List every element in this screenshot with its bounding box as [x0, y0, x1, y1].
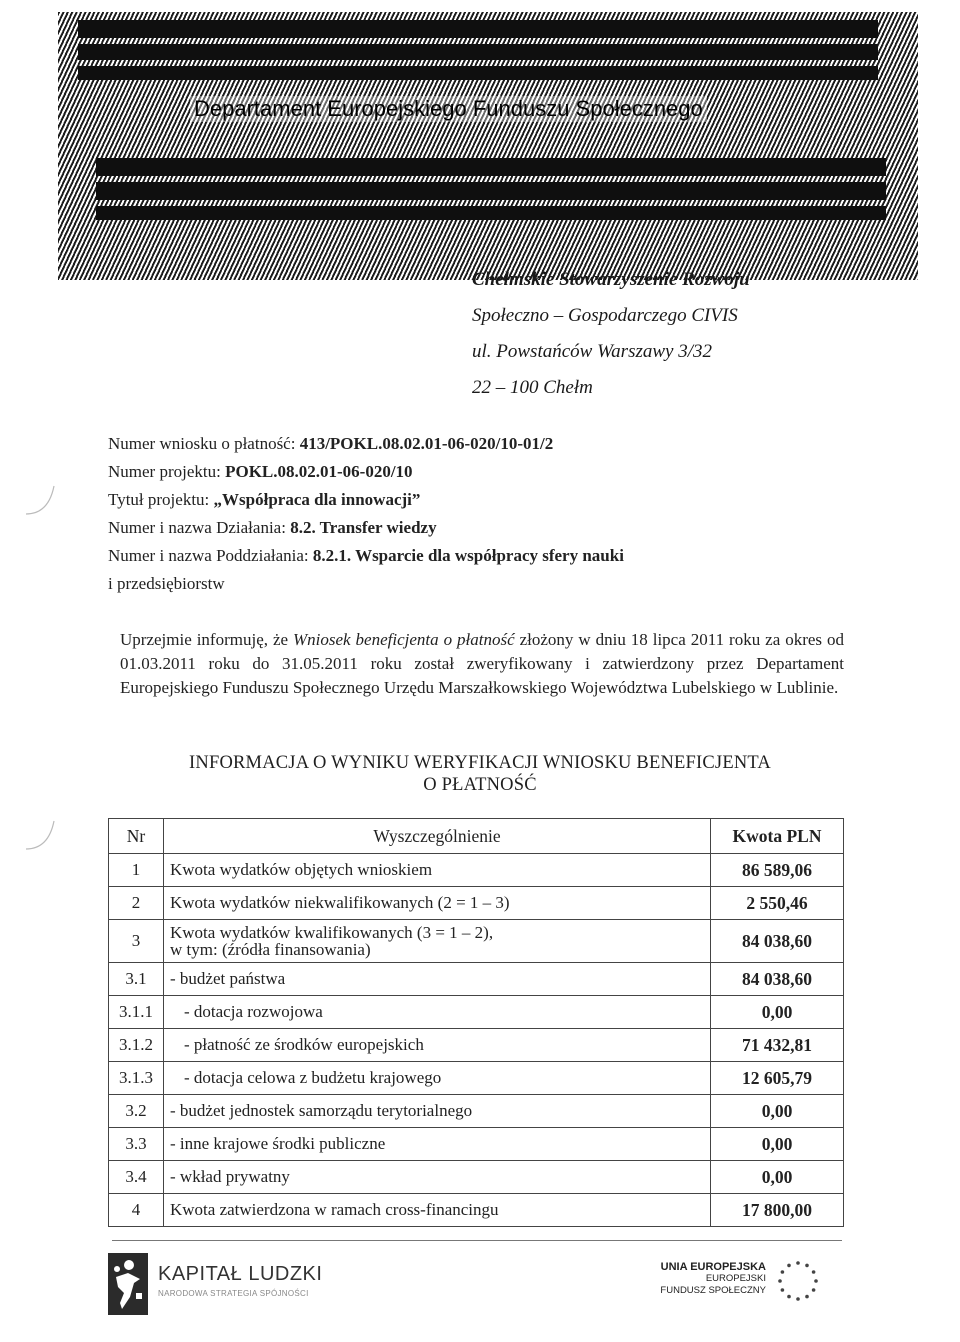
- eu-logo-text: UNIA EUROPEJSKA EUROPEJSKI FUNDUSZ SPOŁECZNY: [660, 1261, 766, 1296]
- redaction-bar-3: [78, 66, 878, 80]
- meta-poddzialanie-cont: i przedsiębiorstw: [108, 574, 225, 593]
- meta-projekt: Numer projektu: POKL.08.02.01-06-020/10: [108, 462, 413, 481]
- redaction-bar-6: [96, 206, 886, 220]
- header-desc: Wyszczególnienie: [164, 819, 711, 854]
- redaction-bar-5: [96, 182, 886, 200]
- redaction-bar-1: [78, 20, 878, 38]
- table-row: 3.1 - budżet państwa 84 038,60: [109, 963, 844, 996]
- addressee-line-3: ul. Powstańców Warszawy 3/32: [472, 341, 712, 362]
- body-paragraph: Uprzejmie informuję, że Wniosek beneficjenta o płatność złożony w dniu 18 lipca 2011 roku za okres od 01.03.2011 roku do 31.05.2011 roku został zweryfikowany i zatwierdzony przez Departament Europejskiego Funduszu Społecznego Urzędu Marszałkowskiego Województwa Lubelskiego w Lublinie.: [120, 630, 844, 697]
- meta-tytul: Tytuł projektu: „Współpraca dla innowacji”: [108, 490, 421, 509]
- table-row: 3.1.3 - dotacja celowa z budżetu krajowego 12 605,79: [109, 1062, 844, 1095]
- redaction-bar-2: [78, 44, 878, 60]
- header-amount: Kwota PLN: [711, 819, 844, 854]
- table-row: 3.4 - wkład prywatny 0,00: [109, 1161, 844, 1194]
- meta-wniosek: Numer wniosku o płatność: 413/POKL.08.02.01-06-020/10-01/2: [108, 434, 554, 453]
- table-row: 3.1.1 - dotacja rozwojowa 0,00: [109, 996, 844, 1029]
- kapital-ludzki-logo: [108, 1247, 348, 1327]
- kapital-ludzki-emblem-icon: [108, 1253, 148, 1315]
- redaction-bar-4: [96, 158, 886, 176]
- department-name-redacted: Departament Europejskiego Funduszu Społecznego: [190, 96, 707, 122]
- eu-efs-logo: [640, 1255, 840, 1315]
- meta-dzialanie: Numer i nazwa Działania: 8.2. Transfer wiedzy: [108, 518, 437, 537]
- scan-hole-mark-icon: [20, 480, 60, 520]
- heading-line-2: O PŁATNOŚĆ: [423, 775, 537, 795]
- table-header-row: [109, 819, 844, 854]
- footer-divider: [112, 1240, 842, 1241]
- addressee-line-1: Chełmskie Stowarzyszenie Rozwoju: [472, 269, 750, 290]
- scan-hole-mark-icon: [20, 815, 60, 855]
- table-row: 1 Kwota wydatków objętych wnioskiem 86 589,06: [109, 854, 844, 887]
- table-row: 3.2 - budżet jednostek samorządu terytorialnego 0,00: [109, 1095, 844, 1128]
- header-nr: Nr: [109, 819, 164, 854]
- kapital-ludzki-title: KAPITAŁ LUDZKI: [158, 1263, 323, 1285]
- project-meta: [108, 430, 624, 598]
- table-row: 3 Kwota wydatków kwalifikowanych (3 = 1 – 2), w tym: (źródła finansowania) 84 038,60: [109, 920, 844, 963]
- verification-table: [108, 818, 844, 1227]
- emphasis-wniosek: Wniosek beneficjenta o płatność: [293, 630, 515, 649]
- document-heading: [120, 752, 840, 796]
- table-row: 2 Kwota wydatków niekwalifikowanych (2 = 1 – 3) 2 550,46: [109, 887, 844, 920]
- addressee-line-4: 22 – 100 Chełm: [472, 377, 593, 398]
- table-row: 3.3 - inne krajowe środki publiczne 0,00: [109, 1128, 844, 1161]
- eu-stars-icon: [774, 1257, 822, 1305]
- heading-line-1: INFORMACJA O WYNIKU WERYFIKACJI WNIOSKU BENEFICJENTA: [189, 753, 771, 773]
- kapital-ludzki-subtitle: NARODOWA STRATEGIA SPÓJNOŚCI: [158, 1289, 309, 1298]
- meta-poddzialanie: Numer i nazwa Poddziałania: 8.2.1. Wsparcie dla współpracy sfery nauki: [108, 546, 624, 565]
- table-row: 3.1.2 - płatność ze środków europejskich 71 432,81: [109, 1029, 844, 1062]
- table-row: 4 Kwota zatwierdzona w ramach cross-financingu 17 800,00: [109, 1194, 844, 1227]
- addressee-line-2: Społeczno – Gospodarczego CIVIS: [472, 305, 738, 326]
- addressee-block: [472, 262, 750, 406]
